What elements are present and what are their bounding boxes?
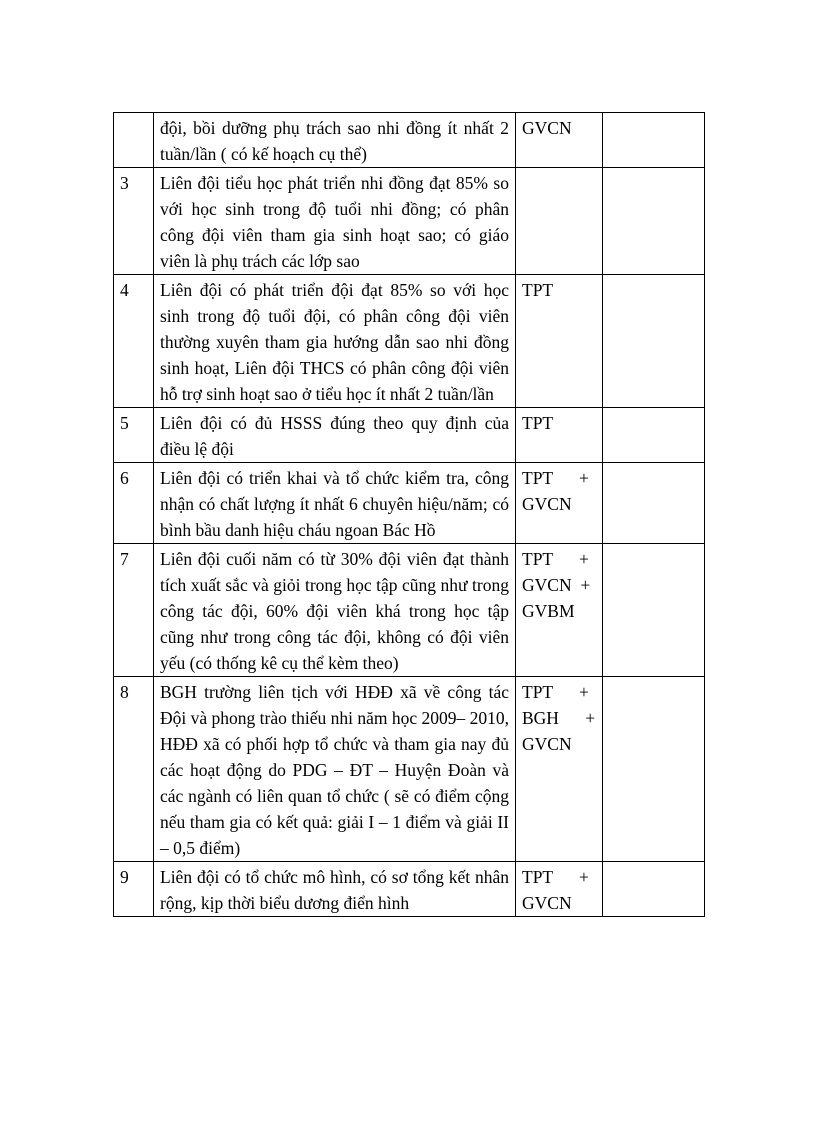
criterion-text: Liên đội tiểu học phát triển nhi đồng đạt 85% so với học sinh trong độ tuổi nhi đồng; có phân công đội viên tham gia sinh hoạt sao; có giáo viên là phụ trách các lớp sao [154,168,516,275]
responsible-party: BGH + [522,708,596,728]
table-row [114,544,705,677]
note-cell [603,275,705,408]
row-number [114,113,154,168]
responsible-party: TPT + [522,549,589,569]
table-row [114,862,705,917]
responsible-cell [516,113,603,168]
criteria-table [113,112,705,917]
responsible-party: TPT + [522,682,589,702]
note-cell [603,168,705,275]
note-cell [603,544,705,677]
row-number: 6 [114,463,154,544]
row-number: 9 [114,862,154,917]
criteria-table-body [114,113,705,917]
row-number: 4 [114,275,154,408]
note-cell [603,463,705,544]
responsible-party: GVCN [522,118,572,138]
table-row [114,113,705,168]
responsible-party: TPT + [522,867,589,887]
table-row [114,677,705,862]
responsible-party: GVBM [522,601,575,621]
responsible-party: GVCN [522,734,572,754]
responsible-cell [516,275,603,408]
criterion-text: Liên đội cuối năm có từ 30% đội viên đạt thành tích xuất sắc và giỏi trong học tập cũng như trong công tác đội, 60% đội viên khá trong học tập cũng như trong công tác đội, không có đội viên yếu (có thống kê cụ thể kèm theo) [154,544,516,677]
responsible-party: GVCN [522,893,572,913]
criterion-text: đội, bồi dưỡng phụ trách sao nhi đồng ít nhất 2 tuần/lần ( có kế hoạch cụ thể) [154,113,516,168]
row-number: 5 [114,408,154,463]
row-number: 7 [114,544,154,677]
table-row [114,408,705,463]
table-row [114,463,705,544]
responsible-cell [516,677,603,862]
criterion-text: Liên đội có phát triển đội đạt 85% so với học sinh trong độ tuổi đội, có phân công đội viên thường xuyên tham gia hướng dẫn sao nhi đồng sinh hoạt, Liên đội THCS có phân công đội viên hỗ trợ sinh hoạt sao ở tiểu học ít nhất 2 tuần/lần [154,275,516,408]
responsible-party: TPT + [522,468,589,488]
note-cell [603,113,705,168]
responsible-cell [516,408,603,463]
criterion-text: Liên đội có triển khai và tổ chức kiểm tra, công nhận có chất lượng ít nhất 6 chuyên hiệu/năm; có bình bầu danh hiệu cháu ngoan Bác Hồ [154,463,516,544]
note-cell [603,408,705,463]
table-row [114,275,705,408]
responsible-party: GVCN [522,494,572,514]
responsible-party: GVCN + [522,575,591,595]
responsible-cell [516,862,603,917]
note-cell [603,862,705,917]
criterion-text: Liên đội có tổ chức mô hình, có sơ tổng kết nhân rộng, kịp thời biểu dương điển hình [154,862,516,917]
row-number: 3 [114,168,154,275]
responsible-cell [516,168,603,275]
responsible-cell [516,544,603,677]
responsible-party: TPT [522,280,554,300]
row-number: 8 [114,677,154,862]
table-row [114,168,705,275]
criterion-text: BGH trường liên tịch với HĐĐ xã về công tác Đội và phong trào thiếu nhi năm học 2009– 2010, HĐĐ xã có phối hợp tổ chức và tham gia nay đủ các hoạt động do PDG – ĐT – Huyện Đoàn và các ngành có liên quan tổ chức ( sẽ có điểm cộng nếu tham gia có kết quả: giải I – 1 điểm và giải II – 0,5 điểm) [154,677,516,862]
note-cell [603,677,705,862]
criterion-text: Liên đội có đủ HSSS đúng theo quy định của điều lệ đội [154,408,516,463]
responsible-cell [516,463,603,544]
responsible-party: TPT [522,413,554,433]
